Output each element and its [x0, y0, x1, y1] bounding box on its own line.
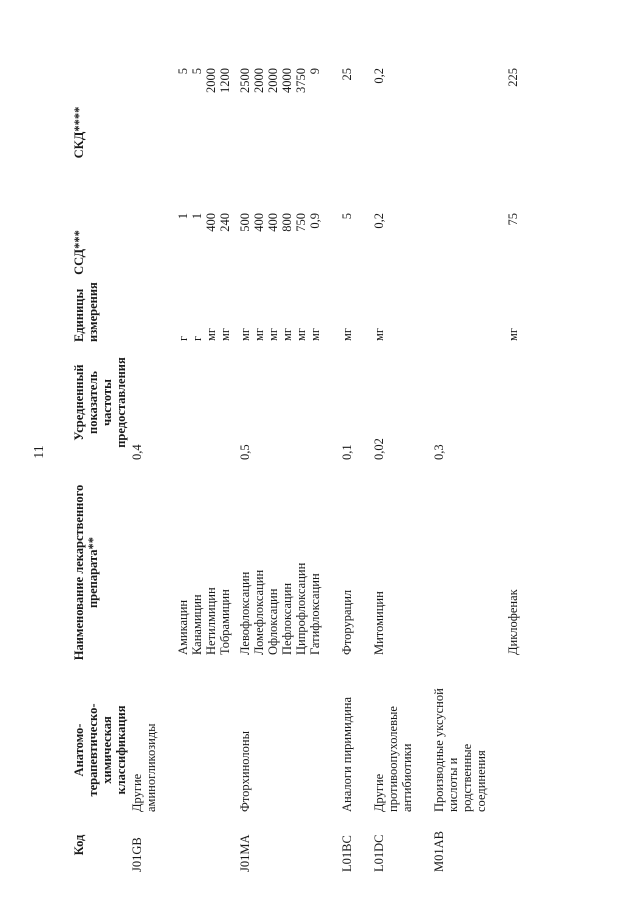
drug-ssd: 5	[340, 213, 354, 220]
group-frequency: 0,3	[432, 444, 446, 460]
group-atc: Другие аминогликозиды	[130, 723, 158, 812]
group-atc: Фторхинолоны	[238, 731, 252, 812]
drug-skd: 25	[340, 68, 354, 81]
drug-unit: мг	[372, 327, 386, 341]
drug-ssd: 750	[294, 213, 308, 232]
table-row	[218, 60, 232, 875]
table-row	[340, 60, 354, 875]
group-code: L01BC	[340, 835, 354, 872]
drug-skd: 2000	[252, 68, 266, 93]
drug-ssd: 400	[266, 213, 280, 232]
drug-ssd: 1	[176, 213, 190, 220]
drug-unit: мг	[266, 327, 280, 341]
group-code: L01DC	[372, 834, 386, 872]
drug-name: Митомицин	[372, 591, 386, 655]
drug-name: Тобрамицин	[218, 589, 232, 655]
rotated-table-container	[72, 60, 632, 875]
table-row	[176, 60, 190, 875]
drug-table	[72, 60, 520, 875]
drug-name: Нетилмицин	[204, 587, 218, 655]
drug-skd: 3750	[294, 68, 308, 93]
header-atc: Анатомо-терапевтическо-химическая классификация	[72, 703, 128, 797]
table-row	[506, 60, 520, 875]
group-atc: Аналоги пиримидина	[340, 696, 354, 812]
drug-unit: мг	[252, 327, 266, 341]
drug-name: Пефлоксацин	[280, 582, 294, 655]
table-row	[190, 60, 204, 875]
page-number: 11	[32, 445, 47, 459]
drug-skd: 2500	[238, 68, 252, 93]
drug-unit: мг	[218, 327, 232, 341]
drug-name: Амикацин	[176, 599, 190, 655]
group-code: J01MA	[238, 834, 252, 872]
drug-unit: мг	[238, 327, 252, 341]
table-row	[294, 60, 308, 875]
group-frequency: 0,5	[238, 444, 252, 460]
header-code: Код	[72, 834, 86, 856]
header-frequency: Усредненный показатель частоты предоставления	[72, 357, 128, 448]
drug-ssd: 0,9	[308, 213, 322, 229]
group-header-row	[432, 60, 488, 875]
drug-skd: 1200	[218, 68, 232, 93]
drug-unit: мг	[204, 327, 218, 341]
drug-ssd: 500	[238, 213, 252, 232]
drug-skd: 2000	[266, 68, 280, 93]
table-row	[204, 60, 218, 875]
drug-unit: мг	[308, 327, 322, 341]
group-j01ma	[238, 60, 340, 875]
group-j01gb	[130, 60, 238, 875]
drug-name: Ципрофлоксацин	[294, 562, 308, 655]
drug-ssd: 75	[506, 213, 520, 226]
drug-skd: 5	[190, 68, 204, 75]
drug-skd: 2000	[204, 68, 218, 93]
group-l01bc	[340, 60, 372, 875]
header-drug-name: Наименование лекарственного препарата**	[72, 484, 100, 661]
group-frequency: 0,02	[372, 438, 386, 460]
drug-ssd: 1	[190, 213, 204, 220]
drug-unit: г	[176, 335, 190, 341]
group-atc: Другие противоопухолевые антибиотики	[372, 706, 414, 812]
drug-unit: мг	[294, 327, 308, 341]
table-row	[266, 60, 280, 875]
drug-skd: 9	[308, 68, 322, 75]
drug-ssd: 0,2	[372, 213, 386, 229]
drug-name: Ломефлоксацин	[252, 569, 266, 655]
drug-name: Фторурацил	[340, 589, 354, 655]
drug-name: Левофлоксацин	[238, 571, 252, 655]
drug-name: Канамицин	[190, 594, 204, 655]
drug-name: Гатифлоксацин	[308, 573, 322, 655]
group-atc: Производные уксусной кислоты и родственные соединения	[432, 688, 488, 812]
drug-unit: мг	[340, 327, 354, 341]
drug-skd: 225	[506, 68, 520, 87]
table-row	[238, 60, 252, 875]
drug-skd: 4000	[280, 68, 294, 93]
group-header-row	[130, 60, 158, 875]
table-row	[372, 60, 414, 875]
drug-ssd: 800	[280, 213, 294, 232]
group-code: M01AB	[432, 831, 446, 872]
table-row	[280, 60, 294, 875]
group-frequency: 0,1	[340, 444, 354, 460]
drug-ssd: 400	[252, 213, 266, 232]
table-header-row	[72, 60, 130, 875]
header-unit: Единицы измерения	[72, 282, 100, 342]
drug-unit: мг	[280, 327, 294, 341]
drug-ssd: 400	[204, 213, 218, 232]
group-frequency: 0,4	[130, 444, 144, 460]
drug-name: Диклофенак	[506, 589, 520, 655]
drug-name: Офлоксацин	[266, 588, 280, 655]
header-ssd: ССД***	[72, 230, 86, 275]
drug-unit: г	[190, 335, 204, 341]
header-skd: СКД****	[72, 106, 86, 159]
drug-skd: 0,2	[372, 68, 386, 84]
table-row	[252, 60, 266, 875]
group-m01ab	[432, 60, 520, 875]
group-l01dc	[372, 60, 432, 875]
drug-ssd: 240	[218, 213, 232, 232]
drug-unit: мг	[506, 327, 520, 341]
group-code: J01GB	[130, 837, 144, 872]
drug-skd: 5	[176, 68, 190, 75]
table-row	[308, 60, 322, 875]
